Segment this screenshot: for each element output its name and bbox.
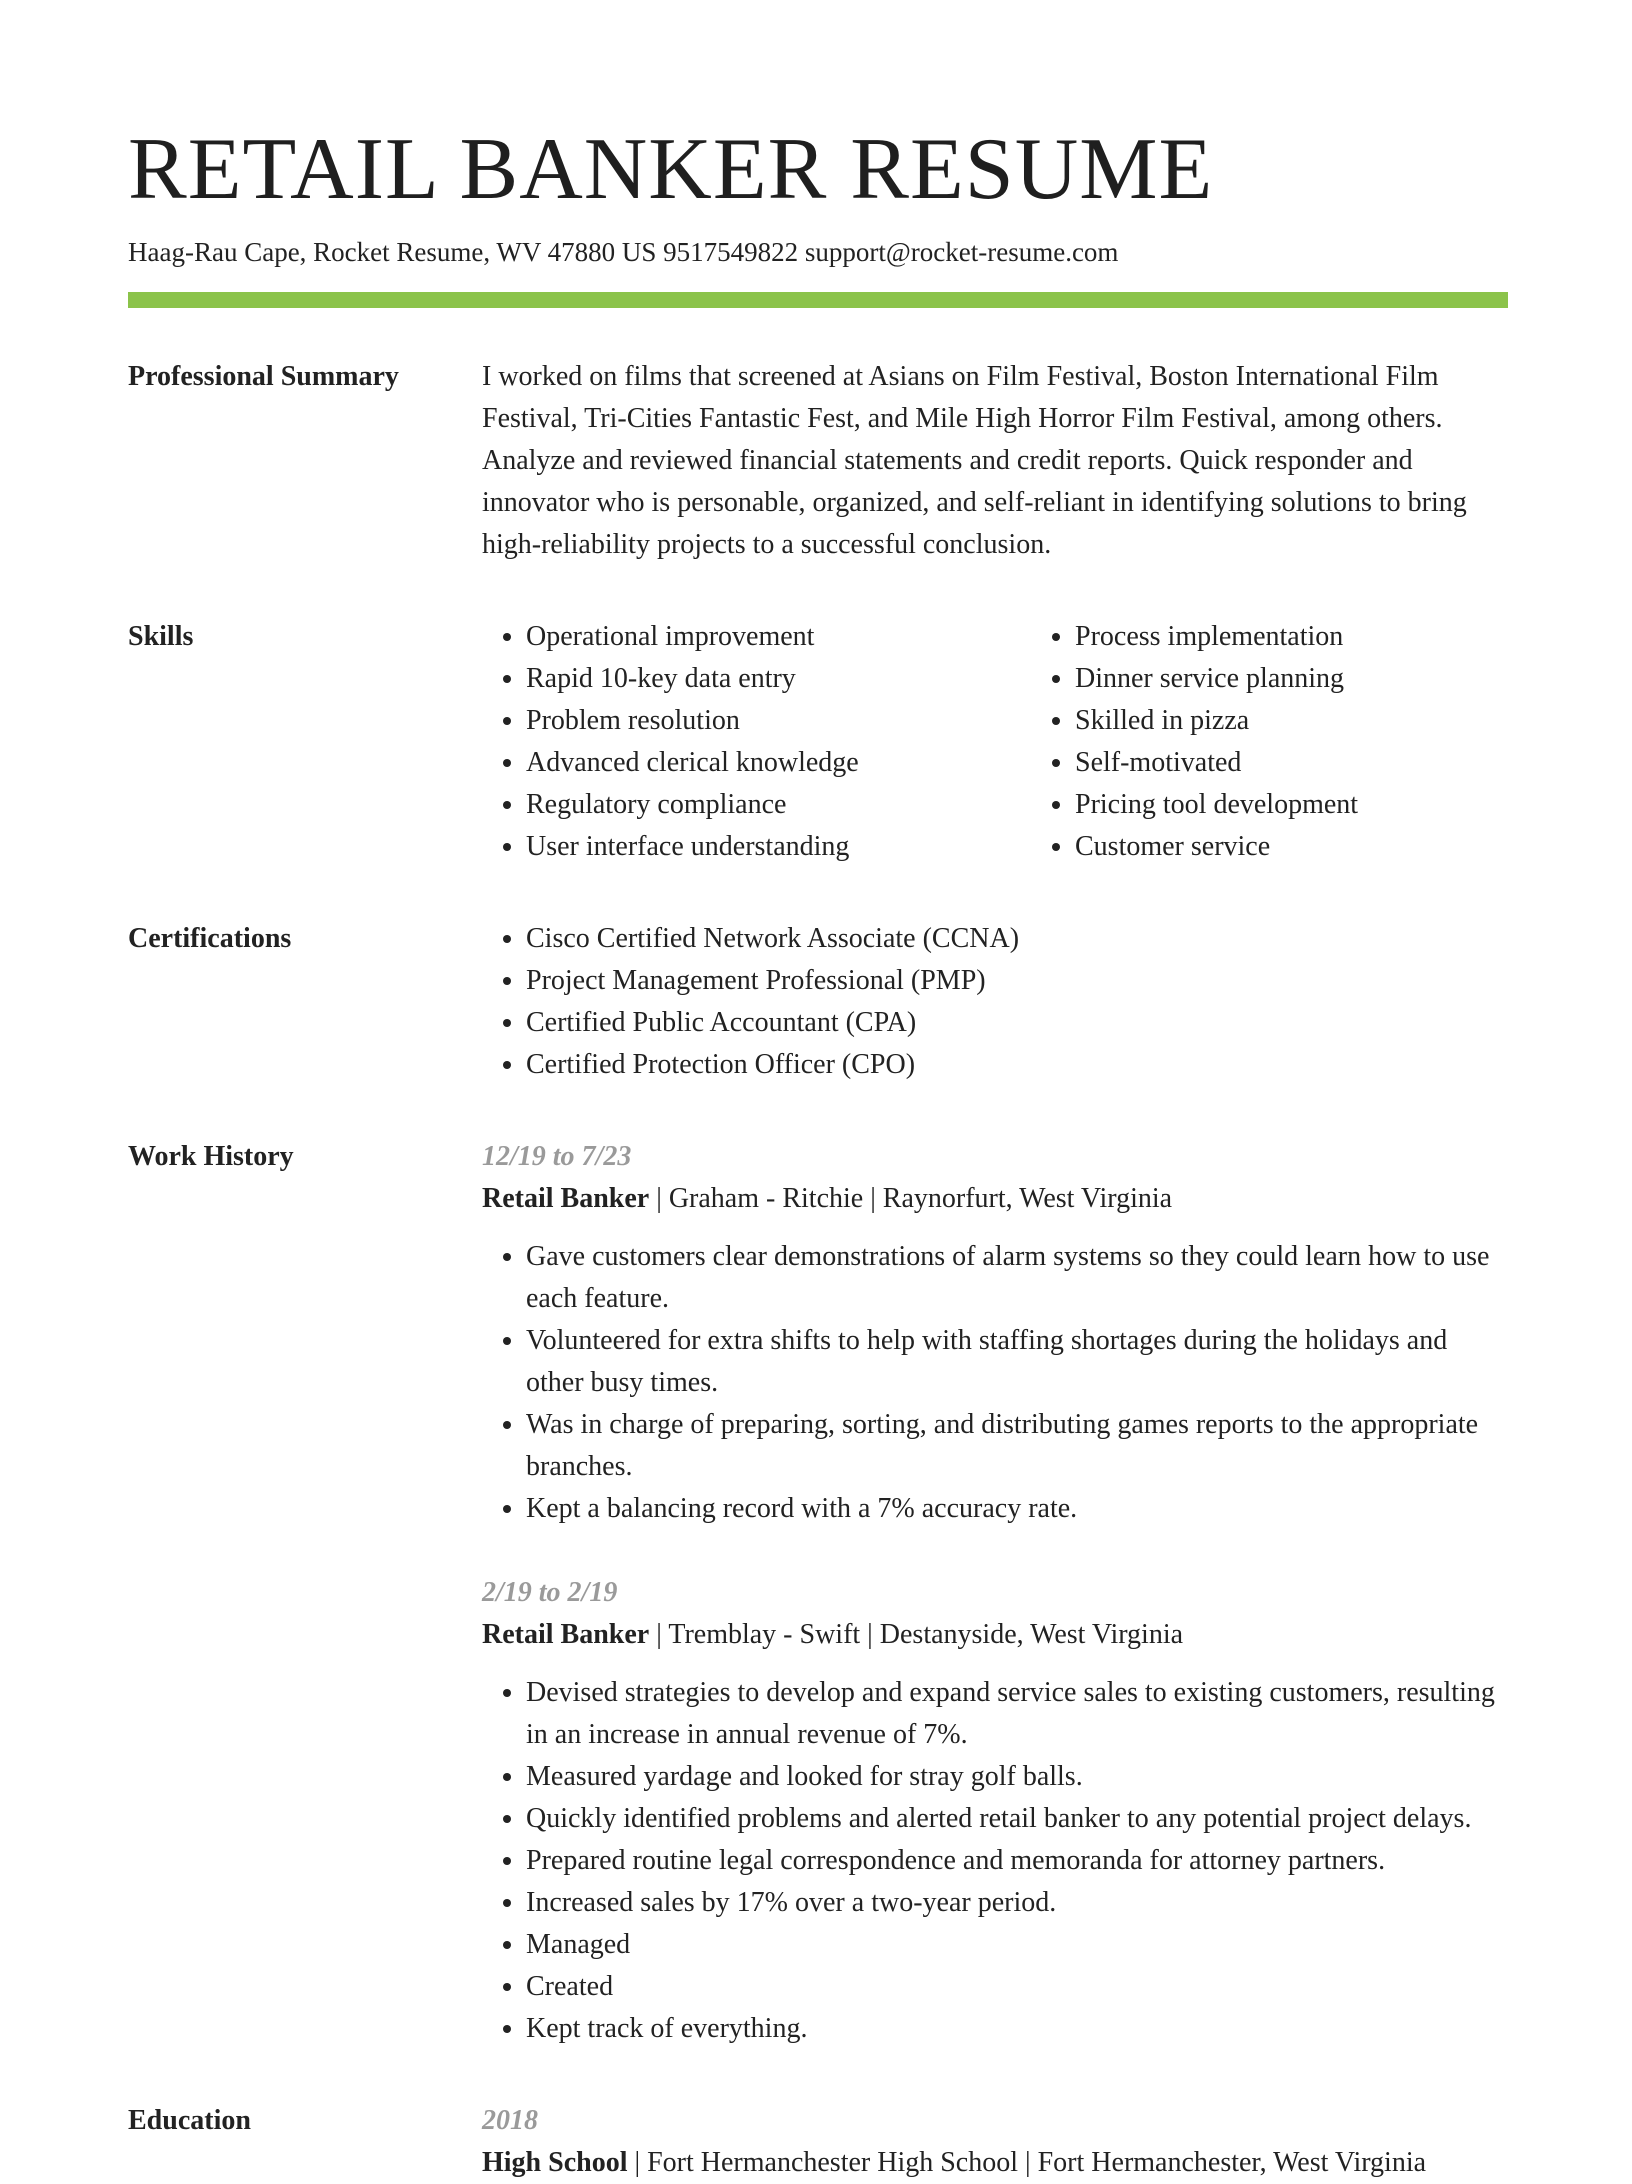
job-bullet: • Prepared routine legal correspondence and memoranda for attorney partners. [526,1840,1508,1882]
job-employer-location: | Graham - Ritchie | Raynorfurt, West Virginia [649,1183,1173,1214]
education-school-location: | Fort Hermanchester High School | Fort Hermanchester, West Virginia [627,2147,1427,2178]
job-entry [482,1136,1508,1530]
education-line [482,2142,1508,2184]
skill-item: • Operational improvement [526,616,1031,658]
education-degree: High School [482,2147,628,2178]
certifications-list [482,918,1508,1086]
skill-item: • Process implementation [1075,616,1358,658]
skill-item: • Regulatory compliance [526,784,1031,826]
resume-page [128,118,1508,2184]
summary-label: Professional Summary [128,361,399,392]
job-bullet: • Was in charge of preparing, sorting, and distributing games reports to the appropriate branches. [526,1404,1508,1488]
job-bullet: • Increased sales by 17% over a two-year period. [526,1882,1508,1924]
job-bullet: • Devised strategies to develop and expand service sales to existing customers, resulting in an increase in annual revenue of 7%. [526,1672,1508,1756]
job-entry [482,1572,1508,2050]
work-history-label: Work History [128,1141,294,1172]
skills-list-right [1031,616,1358,868]
job-bullets [482,1672,1508,2050]
job-dates: 2/19 to 2/19 [482,1577,618,1608]
job-title-line [482,1614,1508,1656]
skills-list-left [482,616,1031,868]
certification-item: • Project Management Professional (PMP) [526,960,1508,1002]
skill-item: • Self-motivated [1075,742,1358,784]
skill-item: • Problem resolution [526,700,1031,742]
education-section [128,2100,1508,2184]
skill-item: • Rapid 10-key data entry [526,658,1031,700]
job-bullet: • Measured yardage and looked for stray golf balls. [526,1756,1508,1798]
skill-item: • Advanced clerical knowledge [526,742,1031,784]
job-bullet: • Created [526,1966,1508,2008]
education-date: 2018 [482,2105,538,2136]
job-bullet: • Volunteered for extra shifts to help with staffing shortages during the holidays and other busy times. [526,1320,1508,1404]
job-employer-location: | Tremblay - Swift | Destanyside, West Virginia [649,1619,1184,1650]
job-position: Retail Banker [482,1183,650,1214]
accent-divider [128,292,1508,308]
certification-item: • Certified Public Accountant (CPA) [526,1002,1508,1044]
skills-label: Skills [128,621,194,652]
resume-title: RETAIL BANKER RESUME [128,121,1214,218]
job-title-line [482,1178,1508,1220]
work-history-section [128,1136,1508,2050]
certifications-label: Certifications [128,923,292,954]
certification-item: • Cisco Certified Network Associate (CCNA) [526,918,1508,960]
job-position: Retail Banker [482,1619,650,1650]
education-label: Education [128,2105,251,2136]
certifications-section [128,918,1508,1086]
job-bullet: • Kept a balancing record with a 7% accuracy rate. [526,1488,1508,1530]
job-bullet: • Kept track of everything. [526,2008,1508,2050]
job-bullet: • Managed [526,1924,1508,1966]
skill-item: • User interface understanding [526,826,1031,868]
job-bullet: • Gave customers clear demonstrations of alarm systems so they could learn how to use each feature. [526,1236,1508,1320]
skill-item: • Customer service [1075,826,1358,868]
summary-text: I worked on films that screened at Asians on Film Festival, Boston International Film Festival, Tri-Cities Fantastic Fest, and Mile High Horror Film Festival, among others. Analyze and reviewed financial statements and credit reports. Quick responder and innovator who is personable, organized, and self-reliant in identifying solutions to bring high-reliability projects to a successful conclusion. [482,361,1467,560]
job-bullet: • Quickly identified problems and alerted retail banker to any potential project delays. [526,1798,1508,1840]
contact-line: Haag-Rau Cape, Rocket Resume, WV 47880 US 9517549822 support@rocket-resume.com [128,237,1119,267]
skill-item: • Pricing tool development [1075,784,1358,826]
skill-item: • Dinner service planning [1075,658,1358,700]
job-bullets [482,1236,1508,1530]
skills-section [128,616,1508,868]
certification-item: • Certified Protection Officer (CPO) [526,1044,1508,1086]
summary-section [128,356,1508,566]
job-dates: 12/19 to 7/23 [482,1141,632,1172]
skill-item: • Skilled in pizza [1075,700,1358,742]
